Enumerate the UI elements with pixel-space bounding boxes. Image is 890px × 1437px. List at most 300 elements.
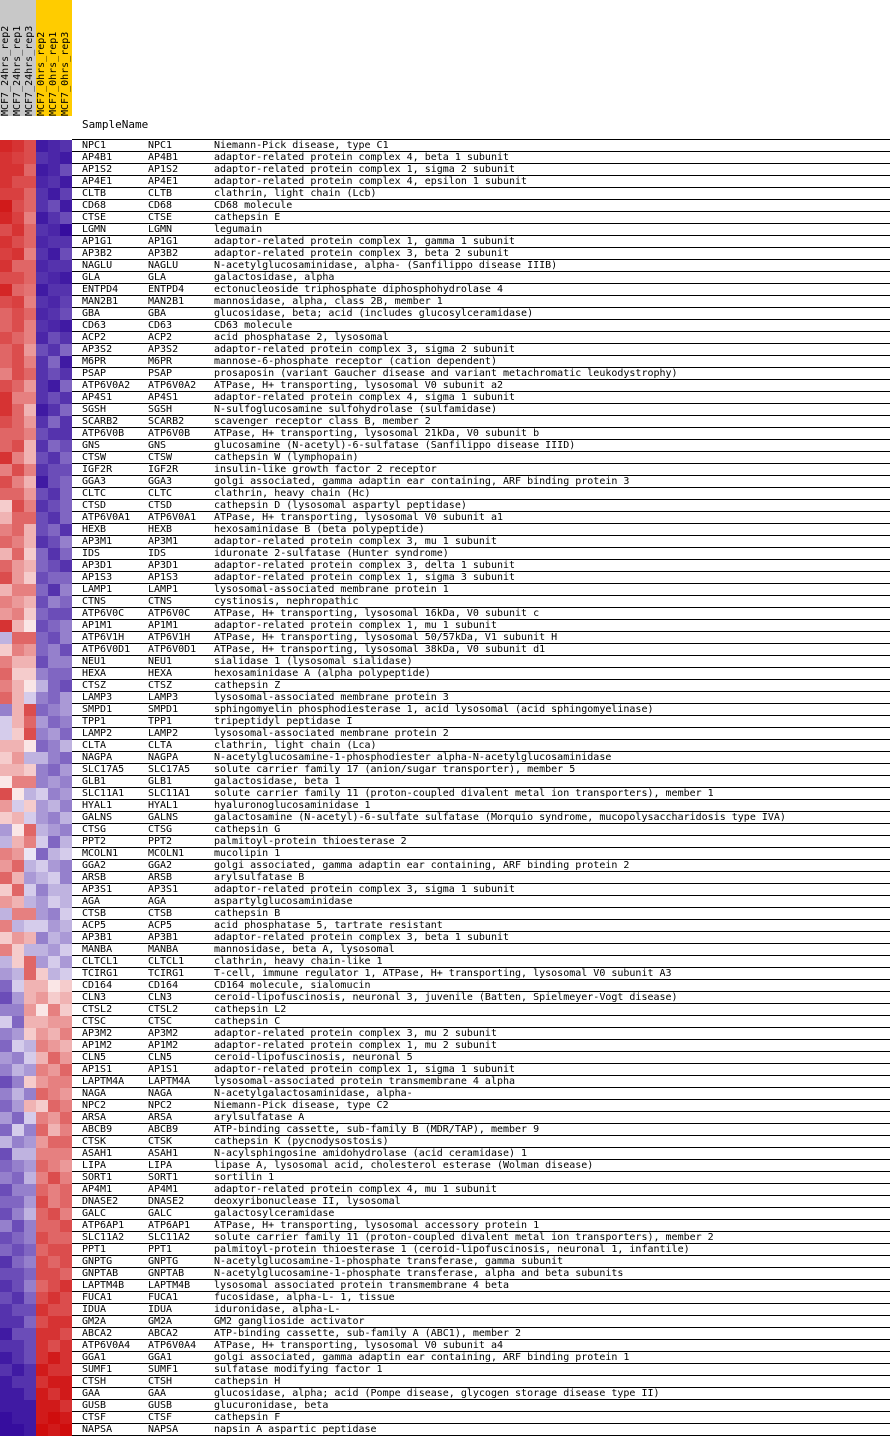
heatmap-cell bbox=[24, 1292, 36, 1304]
gene-id: GGA3 bbox=[82, 476, 107, 487]
gene-id: NEU1 bbox=[82, 656, 107, 667]
heatmap-cell bbox=[0, 1148, 12, 1160]
gene-symbol: GNS bbox=[148, 440, 167, 451]
heatmap-cell bbox=[36, 284, 48, 296]
heatmap-row bbox=[0, 188, 890, 200]
heatmap-cell bbox=[60, 644, 72, 656]
heatmap-cell bbox=[0, 1124, 12, 1136]
heatmap-cell bbox=[0, 428, 12, 440]
heatmap-cell bbox=[12, 500, 24, 512]
heatmap-cell bbox=[36, 1340, 48, 1352]
gene-description: sphingomyelin phosphodiesterase 1, acid lysosomal (acid sphingomyelinase) bbox=[214, 704, 654, 715]
heatmap-cell bbox=[0, 1352, 12, 1364]
heatmap-cell bbox=[24, 836, 36, 848]
heatmap-cell bbox=[12, 284, 24, 296]
heatmap-row bbox=[0, 1400, 890, 1412]
gene-description: ATPase, H+ transporting, lysosomal 16kDa, V0 subunit c bbox=[214, 608, 540, 619]
heatmap-row bbox=[0, 1160, 890, 1172]
gene-description: cathepsin H bbox=[214, 1376, 281, 1387]
gene-symbol: CLTA bbox=[148, 740, 173, 751]
heatmap-cell bbox=[48, 308, 60, 320]
gene-description: adaptor-related protein complex 1, gamma 1 subunit bbox=[214, 236, 516, 247]
heatmap-cell bbox=[36, 860, 48, 872]
heatmap-cell bbox=[12, 1028, 24, 1040]
gene-description: ATPase, H+ transporting, lysosomal 50/57kDa, V1 subunit H bbox=[214, 632, 558, 643]
heatmap-cell bbox=[48, 884, 60, 896]
heatmap-row bbox=[0, 1100, 890, 1112]
heatmap-cell bbox=[36, 1412, 48, 1424]
heatmap-cell bbox=[12, 332, 24, 344]
gene-id: PPT2 bbox=[82, 836, 107, 847]
gene-description: N-acetylglucosamine-1-phosphate transferase, gamma subunit bbox=[214, 1256, 564, 1267]
heatmap-cell bbox=[24, 728, 36, 740]
heatmap-cell bbox=[60, 1328, 72, 1340]
gene-symbol: AP4M1 bbox=[148, 1184, 179, 1195]
heatmap-cell bbox=[0, 332, 12, 344]
heatmap-cell bbox=[60, 1004, 72, 1016]
gene-id: GM2A bbox=[82, 1316, 107, 1327]
heatmap-cell bbox=[48, 656, 60, 668]
column-label-text: MCF7_24hrs_rep3 bbox=[24, 25, 35, 116]
heatmap-cell bbox=[24, 824, 36, 836]
heatmap-cell bbox=[12, 236, 24, 248]
heatmap-cell bbox=[60, 452, 72, 464]
heatmap-cell bbox=[48, 1064, 60, 1076]
gene-description: adaptor-related protein complex 3, mu 2 subunit bbox=[214, 1028, 497, 1039]
heatmap-cell bbox=[60, 1256, 72, 1268]
heatmap-cell bbox=[36, 1076, 48, 1088]
heatmap-cell bbox=[48, 1340, 60, 1352]
heatmap-row bbox=[0, 728, 890, 740]
heatmap-cell bbox=[60, 1040, 72, 1052]
heatmap-cell bbox=[60, 620, 72, 632]
gene-description: lysosomal-associated protein transmembrane 4 alpha bbox=[214, 1076, 516, 1087]
heatmap-cell bbox=[0, 260, 12, 272]
heatmap-cell bbox=[48, 1004, 60, 1016]
heatmap-cell bbox=[48, 260, 60, 272]
heatmap-cell bbox=[60, 968, 72, 980]
heatmap-cell bbox=[0, 872, 12, 884]
heatmap-cell bbox=[12, 524, 24, 536]
gene-id: CLTC bbox=[82, 488, 107, 499]
heatmap-cell bbox=[48, 1328, 60, 1340]
heatmap-row bbox=[0, 800, 890, 812]
gene-id: FUCA1 bbox=[82, 1292, 113, 1303]
heatmap-row bbox=[0, 968, 890, 980]
gene-id: AP1S3 bbox=[82, 572, 113, 583]
heatmap-cell bbox=[48, 812, 60, 824]
heatmap-row bbox=[0, 1280, 890, 1292]
gene-id: ATP6V1H bbox=[82, 632, 125, 643]
heatmap-cell bbox=[0, 608, 12, 620]
heatmap-cell bbox=[0, 464, 12, 476]
heatmap-cell bbox=[36, 332, 48, 344]
heatmap-cell bbox=[12, 548, 24, 560]
heatmap-cell bbox=[60, 836, 72, 848]
heatmap-row bbox=[0, 1052, 890, 1064]
gene-description: ATPase, H+ transporting, lysosomal V0 subunit a4 bbox=[214, 1340, 503, 1351]
heatmap-cell bbox=[36, 740, 48, 752]
heatmap-cell bbox=[48, 848, 60, 860]
heatmap-cell bbox=[24, 1256, 36, 1268]
gene-symbol: CTSL2 bbox=[148, 1004, 179, 1015]
heatmap-cell bbox=[0, 752, 12, 764]
heatmap-cell bbox=[0, 584, 12, 596]
heatmap-cell bbox=[0, 644, 12, 656]
heatmap-cell bbox=[48, 440, 60, 452]
gene-symbol: NAGA bbox=[148, 1088, 173, 1099]
gene-id: CD63 bbox=[82, 320, 107, 331]
heatmap-cell bbox=[48, 920, 60, 932]
heatmap-cell bbox=[48, 716, 60, 728]
heatmap-cell bbox=[0, 716, 12, 728]
heatmap-cell bbox=[0, 1364, 12, 1376]
gene-id: SMPD1 bbox=[82, 704, 113, 715]
heatmap-cell bbox=[36, 1400, 48, 1412]
heatmap-cell bbox=[12, 1376, 24, 1388]
heatmap-cell bbox=[0, 632, 12, 644]
heatmap-cell bbox=[36, 404, 48, 416]
heatmap-cell bbox=[36, 1364, 48, 1376]
heatmap-cell bbox=[0, 944, 12, 956]
gene-symbol: NEU1 bbox=[148, 656, 173, 667]
heatmap-cell bbox=[36, 248, 48, 260]
gene-id: ATP6V0D1 bbox=[82, 644, 131, 655]
sample-name-header: SampleName bbox=[82, 118, 149, 131]
gene-description: CD164 molecule, sialomucin bbox=[214, 980, 371, 991]
heatmap-cell bbox=[36, 1064, 48, 1076]
heatmap-cell bbox=[12, 884, 24, 896]
heatmap-cell bbox=[48, 1256, 60, 1268]
gene-id: SLC11A1 bbox=[82, 788, 125, 799]
heatmap-cell bbox=[48, 644, 60, 656]
heatmap-cell bbox=[12, 356, 24, 368]
heatmap-cell bbox=[24, 248, 36, 260]
gene-symbol: GGA2 bbox=[148, 860, 173, 871]
heatmap-cell bbox=[60, 368, 72, 380]
gene-symbol: M6PR bbox=[148, 356, 173, 367]
gene-id: ACP2 bbox=[82, 332, 107, 343]
heatmap-cell bbox=[48, 488, 60, 500]
heatmap-cell bbox=[36, 1256, 48, 1268]
heatmap-row bbox=[0, 1148, 890, 1160]
heatmap-cell bbox=[24, 1400, 36, 1412]
gene-id: NAGPA bbox=[82, 752, 113, 763]
heatmap-cell bbox=[36, 200, 48, 212]
heatmap-cell bbox=[12, 848, 24, 860]
gene-symbol: ARSA bbox=[148, 1112, 173, 1123]
heatmap-cell bbox=[12, 860, 24, 872]
gene-description: iduronidase, alpha-L- bbox=[214, 1304, 341, 1315]
heatmap-cell bbox=[0, 764, 12, 776]
heatmap-cell bbox=[48, 680, 60, 692]
heatmap-cell bbox=[24, 164, 36, 176]
gene-description: galactosidase, beta 1 bbox=[214, 776, 341, 787]
heatmap-cell bbox=[24, 320, 36, 332]
heatmap-cell bbox=[36, 260, 48, 272]
heatmap-cell bbox=[12, 656, 24, 668]
heatmap-cell bbox=[36, 920, 48, 932]
heatmap-cell bbox=[60, 1232, 72, 1244]
gene-id: GLA bbox=[82, 272, 101, 283]
heatmap-cell bbox=[48, 956, 60, 968]
heatmap-cell bbox=[12, 1076, 24, 1088]
heatmap-cell bbox=[60, 1148, 72, 1160]
heatmap-cell bbox=[24, 968, 36, 980]
heatmap-cell bbox=[0, 1220, 12, 1232]
heatmap-cell bbox=[24, 1016, 36, 1028]
heatmap-cell bbox=[24, 1244, 36, 1256]
gene-description: iduronate 2-sulfatase (Hunter syndrome) bbox=[214, 548, 449, 559]
gene-id: CTNS bbox=[82, 596, 107, 607]
heatmap-cell bbox=[24, 260, 36, 272]
gene-id: LAMP3 bbox=[82, 692, 113, 703]
heatmap-cell bbox=[0, 548, 12, 560]
heatmap-cell bbox=[60, 908, 72, 920]
gene-id: AP1S2 bbox=[82, 164, 113, 175]
heatmap-cell bbox=[24, 1136, 36, 1148]
heatmap-cell bbox=[48, 1364, 60, 1376]
heatmap-cell bbox=[24, 1388, 36, 1400]
heatmap-cell bbox=[0, 1076, 12, 1088]
heatmap-cell bbox=[36, 944, 48, 956]
gene-description: solute carrier family 11 (proton-coupled divalent metal ion transporters), member 2 bbox=[214, 1232, 714, 1243]
heatmap-cell bbox=[0, 1112, 12, 1124]
gene-id: GALNS bbox=[82, 812, 113, 823]
heatmap-cell bbox=[36, 1136, 48, 1148]
heatmap-cell bbox=[0, 956, 12, 968]
heatmap-cell bbox=[24, 1148, 36, 1160]
gene-symbol: GALC bbox=[148, 1208, 173, 1219]
gene-id: AP3M1 bbox=[82, 536, 113, 547]
heatmap-cell bbox=[24, 656, 36, 668]
heatmap-row bbox=[0, 548, 890, 560]
gene-description: adaptor-related protein complex 3, mu 1 subunit bbox=[214, 536, 497, 547]
gene-description: galactosamine (N-acetyl)-6-sulfate sulfatase (Morquio syndrome, mucopolysaccharidosis type IVA) bbox=[214, 812, 786, 823]
heatmap-cell bbox=[60, 236, 72, 248]
heatmap-row bbox=[0, 1352, 890, 1364]
heatmap-cell bbox=[12, 1292, 24, 1304]
gene-description: fucosidase, alpha-L- 1, tissue bbox=[214, 1292, 395, 1303]
heatmap-cell bbox=[48, 1124, 60, 1136]
gene-id: ATP6V0A4 bbox=[82, 1340, 131, 1351]
gene-symbol: MAN2B1 bbox=[148, 296, 185, 307]
gene-id: SLC11A2 bbox=[82, 1232, 125, 1243]
heatmap-cell bbox=[0, 1376, 12, 1388]
heatmap-cell bbox=[0, 392, 12, 404]
gene-symbol: GUSB bbox=[148, 1400, 173, 1411]
heatmap-cell bbox=[24, 572, 36, 584]
gene-symbol: GLB1 bbox=[148, 776, 173, 787]
heatmap-cell bbox=[12, 1316, 24, 1328]
heatmap-cell bbox=[0, 1316, 12, 1328]
gene-symbol: SLC11A2 bbox=[148, 1232, 191, 1243]
heatmap-cell bbox=[36, 1328, 48, 1340]
heatmap-cell bbox=[48, 548, 60, 560]
heatmap-row bbox=[0, 1088, 890, 1100]
heatmap-cell bbox=[48, 1232, 60, 1244]
gene-symbol: ABCB9 bbox=[148, 1124, 179, 1135]
heatmap-cell bbox=[12, 1088, 24, 1100]
heatmap-cell bbox=[60, 824, 72, 836]
heatmap-cell bbox=[60, 1412, 72, 1424]
gene-description: glucuronidase, beta bbox=[214, 1400, 329, 1411]
heatmap-row bbox=[0, 1304, 890, 1316]
heatmap-cell bbox=[12, 140, 24, 152]
heatmap-cell bbox=[12, 824, 24, 836]
heatmap-cell bbox=[36, 800, 48, 812]
gene-description: golgi associated, gamma adaptin ear containing, ARF binding protein 3 bbox=[214, 476, 630, 487]
heatmap-cell bbox=[60, 884, 72, 896]
heatmap-cell bbox=[48, 1184, 60, 1196]
heatmap-cell bbox=[0, 164, 12, 176]
heatmap-cell bbox=[48, 1172, 60, 1184]
gene-symbol: LAPTM4B bbox=[148, 1280, 191, 1291]
gene-symbol: AP3B2 bbox=[148, 248, 179, 259]
heatmap-cell bbox=[60, 1244, 72, 1256]
heatmap-cell bbox=[0, 1340, 12, 1352]
heatmap-cell bbox=[12, 632, 24, 644]
gene-id: CLTB bbox=[82, 188, 107, 199]
heatmap-cell bbox=[60, 860, 72, 872]
gene-description: clathrin, heavy chain-like 1 bbox=[214, 956, 383, 967]
heatmap-cell bbox=[24, 1352, 36, 1364]
heatmap-cell bbox=[0, 572, 12, 584]
heatmap-cell bbox=[12, 1364, 24, 1376]
heatmap-cell bbox=[60, 992, 72, 1004]
gene-symbol: CTNS bbox=[148, 596, 173, 607]
heatmap-cell bbox=[0, 884, 12, 896]
heatmap-cell bbox=[24, 416, 36, 428]
heatmap-cell bbox=[60, 788, 72, 800]
gene-description: napsin A aspartic peptidase bbox=[214, 1424, 377, 1435]
heatmap-cell bbox=[36, 1100, 48, 1112]
gene-id: AP1M2 bbox=[82, 1040, 113, 1051]
heatmap-cell bbox=[60, 392, 72, 404]
heatmap-row bbox=[0, 836, 890, 848]
heatmap-cell bbox=[24, 296, 36, 308]
heatmap-cell bbox=[12, 512, 24, 524]
gene-symbol: CTSH bbox=[148, 1376, 173, 1387]
gene-id: GNPTG bbox=[82, 1256, 113, 1267]
heatmap-cell bbox=[36, 224, 48, 236]
heatmap-cell bbox=[60, 428, 72, 440]
heatmap-cell bbox=[48, 392, 60, 404]
heatmap-cell bbox=[48, 668, 60, 680]
heatmap-cell bbox=[12, 740, 24, 752]
gene-symbol: ARSB bbox=[148, 872, 173, 883]
heatmap-cell bbox=[48, 404, 60, 416]
gene-id: AP4S1 bbox=[82, 392, 113, 403]
heatmap-cell bbox=[36, 272, 48, 284]
heatmap-cell bbox=[36, 704, 48, 716]
heatmap-cell bbox=[24, 1364, 36, 1376]
heatmap-cell bbox=[48, 1088, 60, 1100]
gene-description: adaptor-related protein complex 3, delta 1 subunit bbox=[214, 560, 516, 571]
heatmap-cell bbox=[24, 560, 36, 572]
gene-id: ARSA bbox=[82, 1112, 107, 1123]
heatmap-cell bbox=[36, 572, 48, 584]
heatmap-row bbox=[0, 272, 890, 284]
heatmap-cell bbox=[60, 752, 72, 764]
heatmap-cell bbox=[48, 596, 60, 608]
heatmap-cell bbox=[0, 812, 12, 824]
heatmap-cell bbox=[12, 956, 24, 968]
gene-symbol: AP3S1 bbox=[148, 884, 179, 895]
heatmap-row bbox=[0, 308, 890, 320]
gene-id: ASAH1 bbox=[82, 1148, 113, 1159]
gene-symbol: HEXB bbox=[148, 524, 173, 535]
heatmap-cell bbox=[60, 1304, 72, 1316]
heatmap-row bbox=[0, 344, 890, 356]
heatmap-row bbox=[0, 896, 890, 908]
heatmap-cell bbox=[24, 1076, 36, 1088]
heatmap-cell bbox=[60, 1124, 72, 1136]
heatmap-row bbox=[0, 776, 890, 788]
heatmap-cell bbox=[36, 896, 48, 908]
gene-id: HEXB bbox=[82, 524, 107, 535]
gene-description: GM2 ganglioside activator bbox=[214, 1316, 365, 1327]
heatmap-cell bbox=[0, 1412, 12, 1424]
heatmap-row bbox=[0, 1136, 890, 1148]
heatmap-cell bbox=[12, 1268, 24, 1280]
gene-description: adaptor-related protein complex 4, sigma 1 subunit bbox=[214, 392, 516, 403]
heatmap-row bbox=[0, 1328, 890, 1340]
gene-id: PSAP bbox=[82, 368, 107, 379]
heatmap-cell bbox=[60, 980, 72, 992]
heatmap-cell bbox=[36, 308, 48, 320]
heatmap-cell bbox=[24, 1268, 36, 1280]
heatmap-cell bbox=[60, 404, 72, 416]
heatmap-row bbox=[0, 488, 890, 500]
gene-id: GAA bbox=[82, 1388, 101, 1399]
gene-id: ABCA2 bbox=[82, 1328, 113, 1339]
heatmap-cell bbox=[48, 296, 60, 308]
heatmap-cell bbox=[12, 1160, 24, 1172]
gene-symbol: CD68 bbox=[148, 200, 173, 211]
gene-id: NAPSA bbox=[82, 1424, 113, 1435]
heatmap-cell bbox=[60, 1052, 72, 1064]
heatmap-cell bbox=[0, 1304, 12, 1316]
gene-description: galactosylceramidase bbox=[214, 1208, 335, 1219]
heatmap-cell bbox=[0, 344, 12, 356]
gene-id: HEXA bbox=[82, 668, 107, 679]
heatmap-cell bbox=[48, 944, 60, 956]
heatmap-cell bbox=[48, 572, 60, 584]
gene-id: MANBA bbox=[82, 944, 113, 955]
heatmap-cell bbox=[0, 1256, 12, 1268]
gene-symbol: ATP6V1H bbox=[148, 632, 191, 643]
heatmap-cell bbox=[36, 1376, 48, 1388]
gene-description: hyaluronoglucosaminidase 1 bbox=[214, 800, 371, 811]
gene-symbol: AP3D1 bbox=[148, 560, 179, 571]
heatmap-cell bbox=[48, 836, 60, 848]
gene-description: ATPase, H+ transporting, lysosomal V0 subunit a1 bbox=[214, 512, 503, 523]
gene-symbol: ATP6V0C bbox=[148, 608, 191, 619]
heatmap-cell bbox=[24, 1052, 36, 1064]
heatmap-cell bbox=[12, 1352, 24, 1364]
heatmap-row bbox=[0, 788, 890, 800]
heatmap-cell bbox=[0, 860, 12, 872]
gene-id: NAGLU bbox=[82, 260, 113, 271]
heatmap-cell bbox=[0, 836, 12, 848]
heatmap-cell bbox=[12, 1148, 24, 1160]
gene-symbol: AP3M1 bbox=[148, 536, 179, 547]
heatmap-cell bbox=[48, 1160, 60, 1172]
heatmap-cell bbox=[24, 500, 36, 512]
heatmap-row bbox=[0, 572, 890, 584]
heatmap-row bbox=[0, 560, 890, 572]
